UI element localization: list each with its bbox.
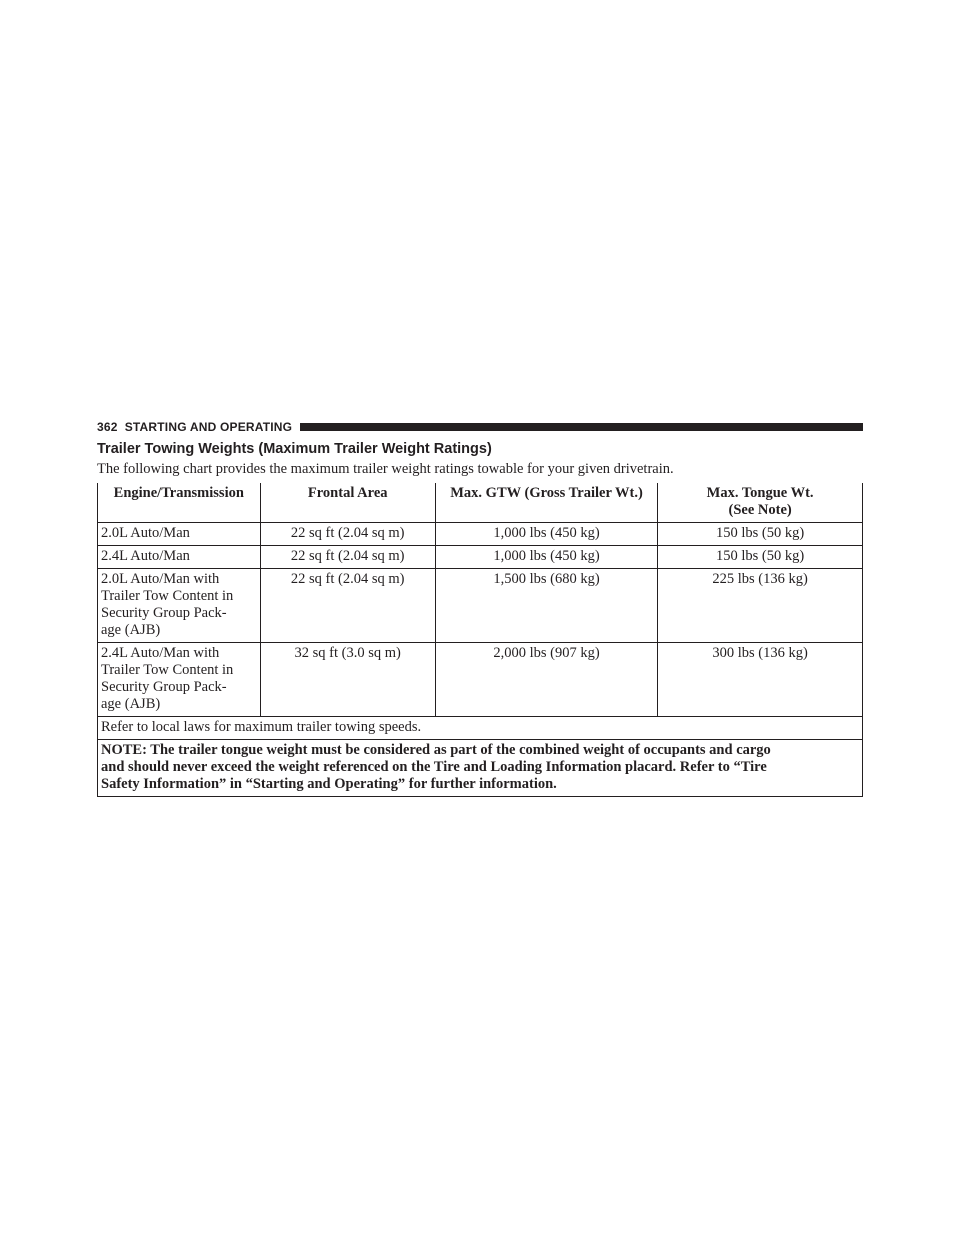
cell-max-tongue: 150 lbs (50 kg) bbox=[658, 523, 863, 546]
cell-engine-line: 2.0L Auto/Man bbox=[101, 525, 190, 541]
note-line: and should never exceed the weight referenced on the Tire and Loading Information placard. Refer to “Tire bbox=[101, 759, 767, 775]
speed-footnote: Refer to local laws for maximum trailer towing speeds. bbox=[98, 717, 863, 740]
section-title: Trailer Towing Weights (Maximum Trailer Weight Ratings) bbox=[97, 441, 492, 457]
section-name: STARTING AND OPERATING bbox=[124, 420, 293, 434]
cell-engine-line: 2.4L Auto/Man bbox=[101, 548, 190, 564]
cell-max-tongue: 225 lbs (136 kg) bbox=[658, 569, 863, 643]
table-note-row bbox=[98, 740, 863, 797]
cell-engine bbox=[98, 569, 261, 643]
cell-engine bbox=[98, 546, 261, 569]
cell-engine-line: age (AJB) bbox=[101, 696, 161, 712]
page-number: 362 bbox=[97, 420, 118, 434]
note-line: NOTE: The trailer tongue weight must be considered as part of the combined weight of occupants and cargo bbox=[101, 742, 771, 758]
cell-max-gtw: 2,000 lbs (907 kg) bbox=[435, 643, 657, 717]
table-row bbox=[98, 643, 863, 717]
note-line: Safety Information” in “Starting and Operating” for further information. bbox=[101, 776, 557, 792]
cell-max-gtw: 1,000 lbs (450 kg) bbox=[435, 546, 657, 569]
header-frontal-area: Frontal Area bbox=[260, 483, 435, 523]
cell-frontal-area: 22 sq ft (2.04 sq m) bbox=[260, 546, 435, 569]
cell-frontal-area: 22 sq ft (2.04 sq m) bbox=[260, 569, 435, 643]
cell-max-gtw: 1,500 lbs (680 kg) bbox=[435, 569, 657, 643]
cell-max-tongue: 150 lbs (50 kg) bbox=[658, 546, 863, 569]
header-engine: Engine/Transmission bbox=[98, 483, 261, 523]
cell-engine-line: 2.4L Auto/Man with bbox=[101, 645, 220, 661]
towing-weights-table bbox=[97, 483, 863, 797]
intro-text: The following chart provides the maximum trailer weight ratings towable for your given drivetrain. bbox=[97, 461, 674, 477]
cell-frontal-area: 32 sq ft (3.0 sq m) bbox=[260, 643, 435, 717]
cell-max-gtw: 1,000 lbs (450 kg) bbox=[435, 523, 657, 546]
table-row bbox=[98, 546, 863, 569]
cell-engine-line: age (AJB) bbox=[101, 622, 161, 638]
cell-engine bbox=[98, 643, 261, 717]
table-row bbox=[98, 523, 863, 546]
header-rule bbox=[300, 423, 863, 431]
cell-max-tongue: 300 lbs (136 kg) bbox=[658, 643, 863, 717]
page-header bbox=[97, 417, 863, 437]
cell-frontal-area: 22 sq ft (2.04 sq m) bbox=[260, 523, 435, 546]
cell-engine-line: Trailer Tow Content in bbox=[101, 588, 234, 604]
tongue-weight-note bbox=[98, 740, 863, 797]
table-row bbox=[98, 569, 863, 643]
header-max-tongue-line1: Max. Tongue Wt. bbox=[706, 485, 814, 501]
cell-engine-line: 2.0L Auto/Man with bbox=[101, 571, 220, 587]
cell-engine-line: Security Group Pack- bbox=[101, 605, 227, 621]
table-footer-row bbox=[98, 717, 863, 740]
header-max-tongue bbox=[658, 483, 863, 523]
cell-engine-line: Trailer Tow Content in bbox=[101, 662, 234, 678]
table-header-row bbox=[98, 483, 863, 523]
page-header-text bbox=[97, 420, 300, 434]
cell-engine-line: Security Group Pack- bbox=[101, 679, 227, 695]
header-max-gtw: Max. GTW (Gross Trailer Wt.) bbox=[435, 483, 657, 523]
cell-engine bbox=[98, 523, 261, 546]
header-max-tongue-line2: (See Note) bbox=[728, 502, 792, 518]
